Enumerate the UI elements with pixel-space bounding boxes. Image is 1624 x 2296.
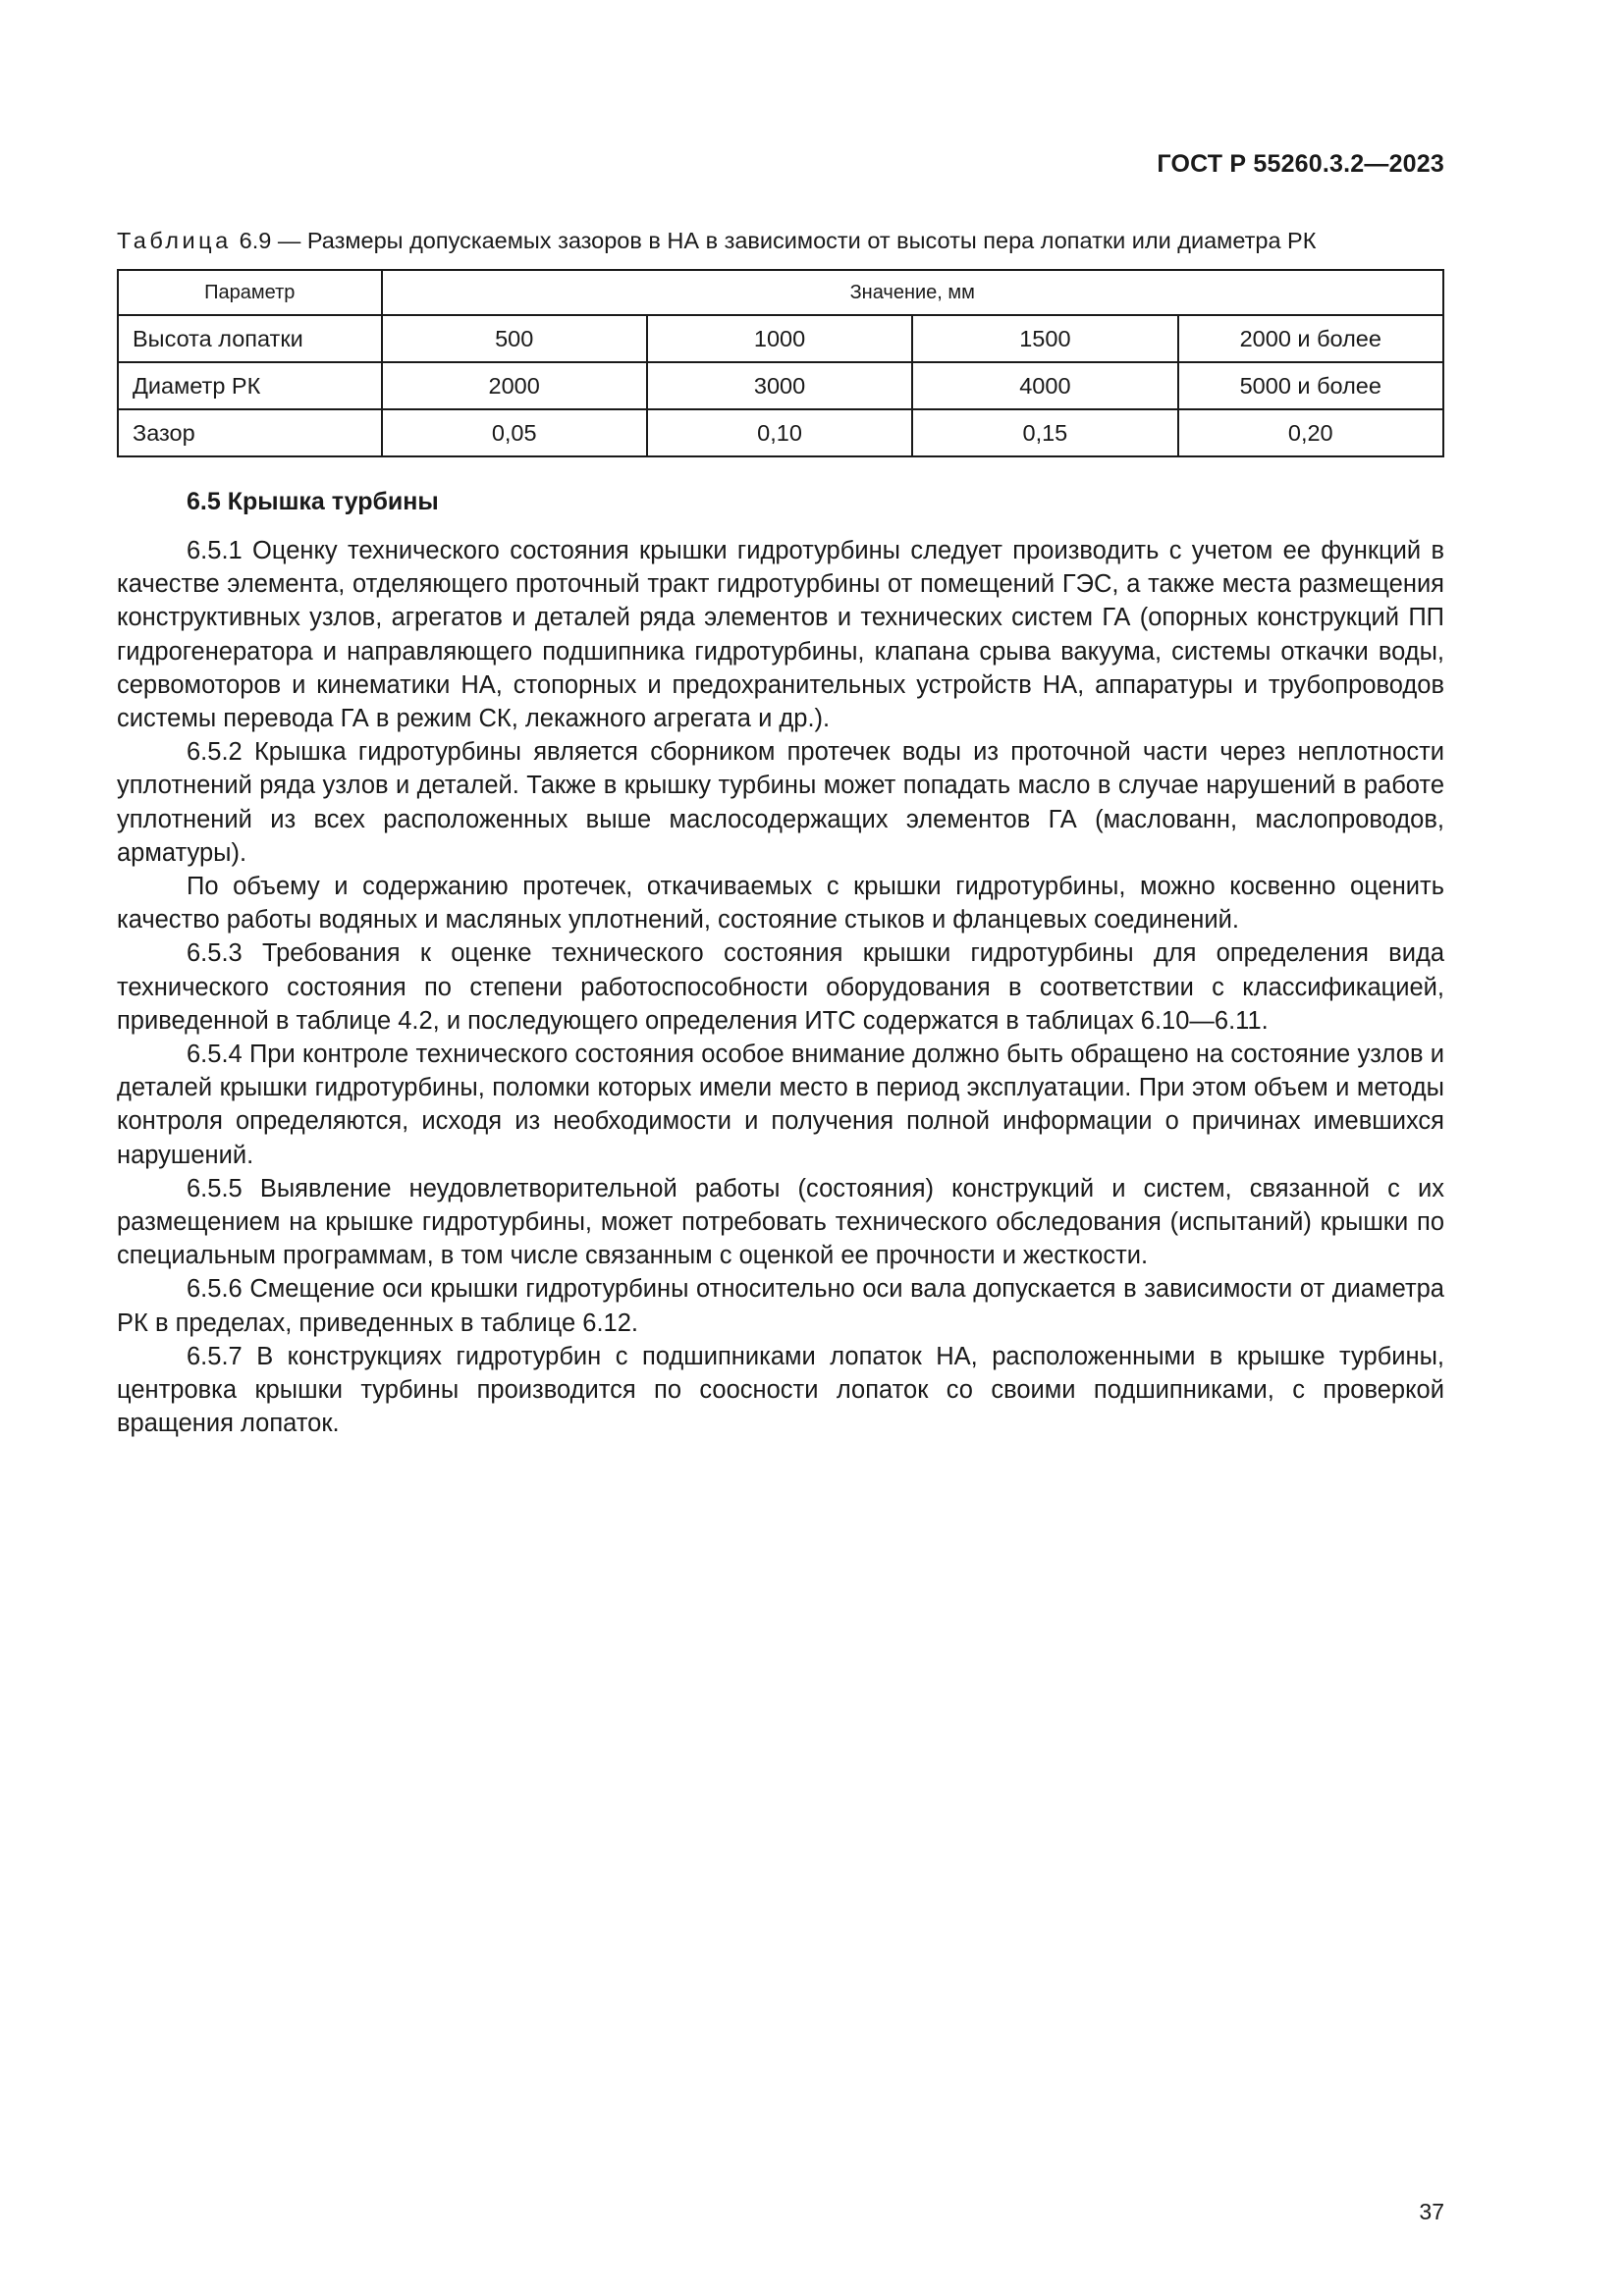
row-label: Диаметр РК — [118, 362, 382, 409]
table-header-row — [118, 270, 1443, 315]
table-row — [118, 315, 1443, 362]
table-cell: 1000 — [647, 315, 912, 362]
document-code-header: ГОСТ Р 55260.3.2—2023 — [1157, 150, 1444, 178]
section-body — [117, 534, 1444, 1440]
table-cell: 3000 — [647, 362, 912, 409]
row-label: Высота лопатки — [118, 315, 382, 362]
table-caption-label: Таблица — [117, 228, 232, 253]
table-cell: 4000 — [912, 362, 1177, 409]
table-cell: 2000 — [382, 362, 647, 409]
table-cell: 0,05 — [382, 409, 647, 456]
table-caption-text: 6.9 — Размеры допускаемых зазоров в НА в зависимости от высоты пера лопатки или диаметра РК — [239, 228, 1317, 253]
table-cell: 5000 и более — [1178, 362, 1443, 409]
row-label: Зазор — [118, 409, 382, 456]
paragraph: 6.5.5 Выявление неудовлетворительной работы (состояния) конструкций и систем, связанной с их размещением на крышке гидротурбины, может потребовать технического обследования (испытаний) крышки по специальным программам, в том числе связанным с оценкой ее прочности и жесткости. — [117, 1174, 1444, 1270]
paragraph: 6.5.3 Требования к оценке технического состояния крышки гидротурбины для определения вида технического состояния по степени работоспособности оборудования в соответствии с классификацией, приведенной в таблице 4.2, и последующего определения ИТС содержатся в таблицах 6.10—6.11. — [117, 939, 1444, 1035]
section-title: 6.5 Крышка турбины — [187, 488, 439, 515]
table-cell: 500 — [382, 315, 647, 362]
paragraph: 6.5.4 При контроле технического состояния особое внимание должно быть обращено на состояние узлов и деталей крышки гидротурбины, поломки которых имели место в период эксплуатации. При этом объем и методы контроля определяются, исходя из необходимости и получения полной информации о причинах имевшихся нарушений. — [117, 1041, 1444, 1169]
paragraph: По объему и содержанию протечек, откачиваемых с крышки гидротурбины, можно косвенно оценить качество работы водяных и масляных уплотнений, состояние стыков и фланцевых соединений. — [117, 873, 1444, 934]
paragraph: 6.5.1 Оценку технического состояния крышки гидротурбины следует производить с учетом ее функций в качестве элемента, отделяющего проточный тракт гидротурбины от помещений ГЭС, а также места размещения конструктивных узлов, агрегатов и деталей ряда элементов и технических систем ГА (опорных конструкций ПП гидрогенератора и направляющего подшипника гидротурбины, клапана срыва вакуума, системы откачки воды, сервомоторов и кинематики НА, стопорных и предохранительных устройств НА, аппаратуры и трубопроводов системы перевода ГА в режим СК, лекажного агрегата и др.). — [117, 537, 1444, 733]
paragraph: 6.5.7 В конструкциях гидротурбин с подшипниками лопаток НА, расположенными в крышке турбины, центровка крышки турбины производится по соосности лопаток со своими подшипниками, с проверкой вращения лопаток. — [117, 1342, 1444, 1438]
header-parameter: Параметр — [118, 270, 382, 315]
gap-size-table — [117, 269, 1444, 457]
table-cell: 0,15 — [912, 409, 1177, 456]
paragraph: 6.5.2 Крышка гидротурбины является сборником протечек воды из проточной части через неплотности уплотнений ряда узлов и деталей. Также в крышку турбины может попадать масло в случае нарушений в работе уплотнений из всех расположенных выше маслосодержащих элементов ГА (маслованн, маслопроводов, арматуры). — [117, 738, 1444, 867]
header-value: Значение, мм — [382, 270, 1443, 315]
page-number: 37 — [1419, 2199, 1444, 2224]
table-caption — [117, 228, 1316, 254]
paragraph: 6.5.6 Смещение оси крышки гидротурбины относительно оси вала допускается в зависимости от диаметра РК в пределах, приведенных в таблице 6.12. — [117, 1275, 1444, 1337]
table-cell: 0,20 — [1178, 409, 1443, 456]
table-cell: 2000 и более — [1178, 315, 1443, 362]
table-row — [118, 409, 1443, 456]
table-cell: 0,10 — [647, 409, 912, 456]
table-cell: 1500 — [912, 315, 1177, 362]
table-row — [118, 362, 1443, 409]
